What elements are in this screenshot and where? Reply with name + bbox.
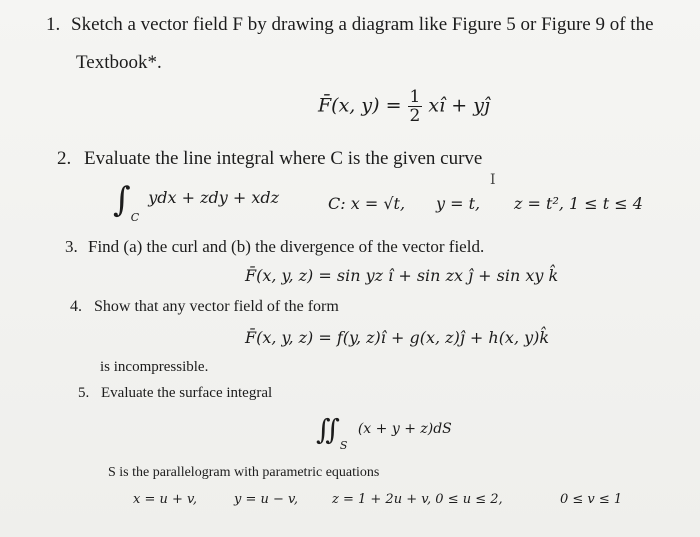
problem-2-text: Evaluate the line integral where C is the given curve bbox=[84, 148, 483, 169]
problem-1-line2: Textbook*. bbox=[76, 52, 162, 73]
problem-3-formula: F̄(x, y, z) = sin yz î + sin zx ĵ + sin xy k̂ bbox=[245, 266, 559, 285]
problem-4-line bbox=[70, 298, 339, 316]
problem-3-text: Find (a) the curl and (b) the divergence of the vector field. bbox=[88, 237, 485, 256]
fraction-numerator: 1 bbox=[409, 87, 421, 107]
problem-5-line bbox=[78, 385, 272, 402]
problem-1-formula-rhs: xî + yĵ bbox=[428, 94, 490, 117]
problem-5-number: 5. bbox=[78, 385, 90, 401]
problem-4-text: Show that any vector field of the form bbox=[94, 298, 339, 315]
integral-sign: ∫ bbox=[113, 180, 131, 220]
problem-5-eq-y: y = u − v, bbox=[234, 492, 298, 507]
problem-5-eq-v: 0 ≤ v ≤ 1 bbox=[560, 492, 623, 507]
problem-1-formula-lhs: F̄(x, y) = bbox=[318, 94, 402, 117]
text-cursor-icon: I bbox=[490, 172, 496, 188]
problem-1-formula bbox=[318, 88, 490, 125]
problem-2-curve-y: y = t, bbox=[436, 194, 481, 213]
problem-5-integrand: (x + y + z)dS bbox=[357, 421, 452, 437]
problem-2-number: 2. bbox=[57, 148, 72, 169]
problem-4-tail: is incompressible. bbox=[100, 359, 209, 375]
double-integral-subscript: S bbox=[339, 439, 348, 452]
problem-2-curve-z: z = t², 1 ≤ t ≤ 4 bbox=[514, 194, 643, 213]
problem-5-integral bbox=[316, 413, 452, 452]
problem-4-number: 4. bbox=[70, 298, 82, 315]
integral-subscript: C bbox=[130, 211, 140, 224]
fraction-denominator: 2 bbox=[409, 106, 421, 126]
problem-2-integral bbox=[113, 180, 280, 224]
problem-4-formula: F̄(x, y, z) = f(y, z)î + g(x, z)ĵ + h(x, y)k̂ bbox=[245, 328, 550, 347]
problem-2-curve-x: C: x = √t, bbox=[328, 194, 406, 213]
problem-2-line bbox=[57, 148, 482, 170]
problem-1-fraction bbox=[408, 88, 423, 125]
problem-5-eq-z: z = 1 + 2u + v, 0 ≤ u ≤ 2, bbox=[332, 492, 503, 507]
problem-1-text: Sketch a vector field F by drawing a diagram like Figure 5 or Figure 9 of the bbox=[71, 14, 654, 35]
problem-1-number: 1. bbox=[46, 14, 61, 35]
problem-3-number: 3. bbox=[65, 237, 78, 256]
problem-5-eq-x: x = u + v, bbox=[133, 492, 197, 507]
problem-2-integrand: ydx + zdy + xdz bbox=[148, 188, 280, 207]
double-integral-sign: ∬ bbox=[316, 413, 340, 446]
problem-1-line1 bbox=[46, 14, 654, 36]
problem-5-description: S is the parallelogram with parametric equations bbox=[108, 465, 380, 480]
problem-3-line bbox=[65, 237, 484, 257]
problem-5-text: Evaluate the surface integral bbox=[101, 385, 273, 401]
